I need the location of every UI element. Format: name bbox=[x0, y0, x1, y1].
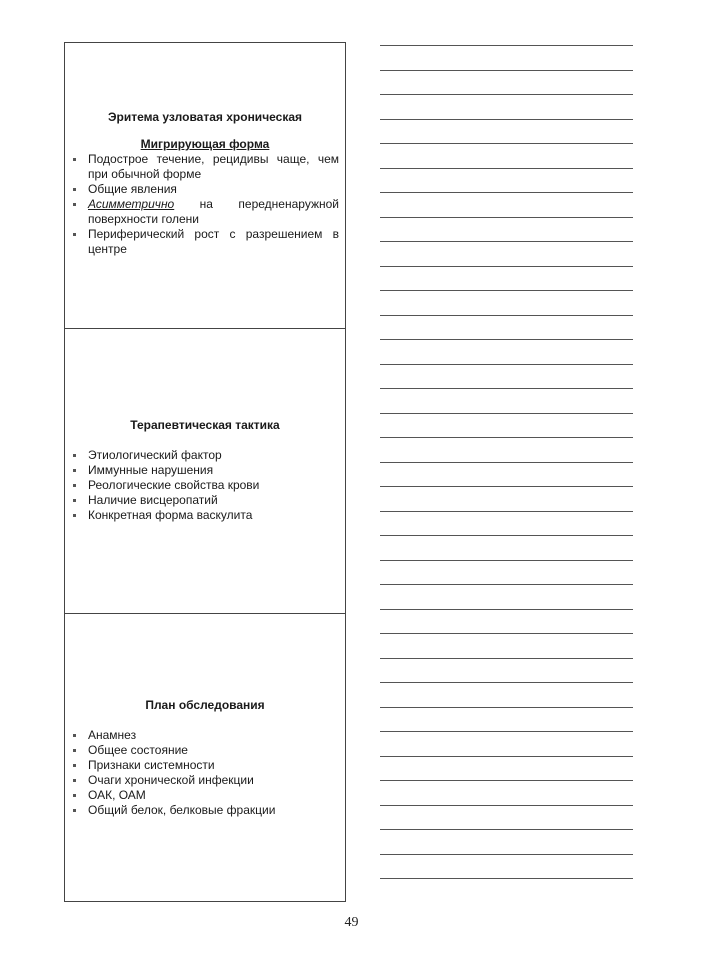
note-line bbox=[380, 45, 633, 46]
list-item: Анамнез bbox=[71, 728, 339, 743]
list-item: Подострое течение, рецидивы чаще, чем при обычной форме bbox=[71, 152, 339, 182]
note-line bbox=[380, 192, 633, 193]
note-line bbox=[380, 70, 633, 71]
slide-subtitle: Мигрирующая форма bbox=[140, 137, 270, 151]
note-line bbox=[380, 290, 633, 291]
slide-title: План обследования bbox=[145, 698, 265, 712]
bullet-list bbox=[71, 152, 339, 257]
list-item: Общие явления bbox=[71, 182, 339, 197]
note-line bbox=[380, 315, 633, 316]
note-line bbox=[380, 119, 633, 120]
note-line bbox=[380, 805, 633, 806]
page-number: 49 bbox=[344, 915, 359, 930]
note-line bbox=[380, 560, 633, 561]
note-line bbox=[380, 241, 633, 242]
note-line bbox=[380, 535, 633, 536]
note-line bbox=[380, 780, 633, 781]
slide-erythema bbox=[65, 43, 345, 328]
note-line bbox=[380, 364, 633, 365]
note-line bbox=[380, 658, 633, 659]
note-line bbox=[380, 511, 633, 512]
list-item: Асимметрично на передненаружной поверхности голени bbox=[71, 197, 339, 227]
note-line bbox=[380, 584, 633, 585]
note-line bbox=[380, 437, 633, 438]
list-item: Периферический рост с разрешением в центре bbox=[71, 227, 339, 257]
bullet-list bbox=[71, 728, 339, 818]
slide-title: Эритема узловатая хроническая bbox=[107, 110, 303, 124]
note-line bbox=[380, 756, 633, 757]
note-line bbox=[380, 462, 633, 463]
notes-lines bbox=[380, 45, 633, 903]
list-item: Признаки системности bbox=[71, 758, 339, 773]
note-line bbox=[380, 266, 633, 267]
note-line bbox=[380, 633, 633, 634]
slide-column bbox=[64, 42, 346, 902]
list-item: ОАК, ОАМ bbox=[71, 788, 339, 803]
note-line bbox=[380, 854, 633, 855]
note-line bbox=[380, 168, 633, 169]
note-line bbox=[380, 707, 633, 708]
list-item: Наличие висцеропатий bbox=[71, 493, 339, 508]
note-line bbox=[380, 682, 633, 683]
list-item: Очаги хронической инфекции bbox=[71, 773, 339, 788]
note-line bbox=[380, 388, 633, 389]
note-line bbox=[380, 609, 633, 610]
list-item: Конкретная форма васкулита bbox=[71, 508, 339, 523]
note-line bbox=[380, 217, 633, 218]
list-item: Реологические свойства крови bbox=[71, 478, 339, 493]
bullet-list bbox=[71, 448, 339, 523]
note-line bbox=[380, 829, 633, 830]
list-item: Этиологический фактор bbox=[71, 448, 339, 463]
emphasis-text: Асимметрично bbox=[88, 197, 175, 211]
note-line bbox=[380, 143, 633, 144]
slide-examination bbox=[65, 613, 345, 901]
slide-therapy bbox=[65, 328, 345, 613]
list-item: Общее состояние bbox=[71, 743, 339, 758]
note-line bbox=[380, 731, 633, 732]
note-line bbox=[380, 94, 633, 95]
note-line bbox=[380, 486, 633, 487]
note-line bbox=[380, 413, 633, 414]
note-line bbox=[380, 878, 633, 879]
slide-title: Терапевтическая тактика bbox=[130, 418, 280, 432]
list-item: Общий белок, белковые фракции bbox=[71, 803, 339, 818]
list-item: Иммунные нарушения bbox=[71, 463, 339, 478]
note-line bbox=[380, 339, 633, 340]
